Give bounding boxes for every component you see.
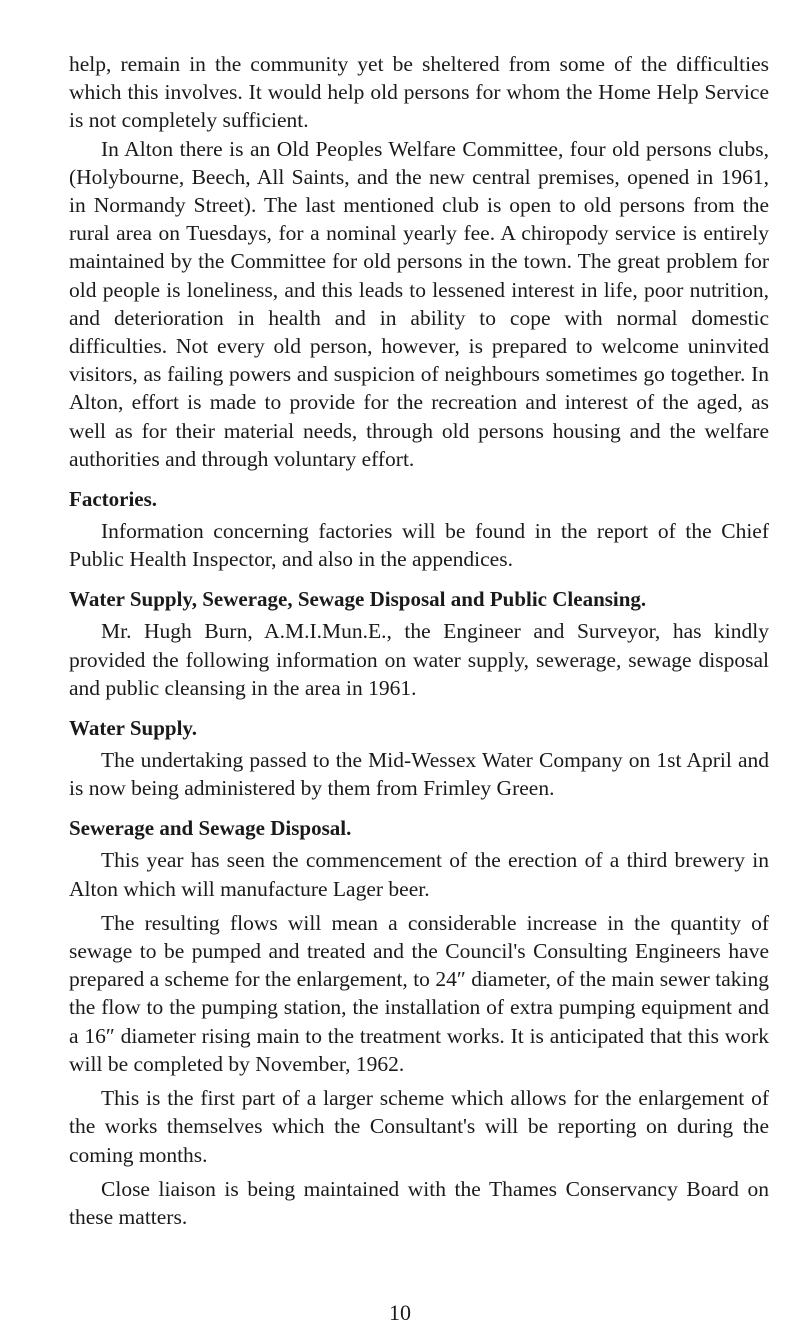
paragraph-factories: Information concerning factories will be found in the report of the Chief Public Health Inspector, and also in the appendices. (69, 519, 769, 572)
paragraph-larger-scheme: This is the first part of a larger scheme which allows for the enlargement of the works themselves which the Consultant's will be reporting on during the coming months. (69, 1086, 769, 1167)
document-page (69, 50, 769, 1231)
paragraph-thames-conservancy: Close liaison is being maintained with the Thames Conservancy Board on these matters. (69, 1176, 769, 1229)
paragraph-water-supply: The undertaking passed to the Mid-Wessex Water Company on 1st April and is now being administered by them from Frimley Green. (69, 748, 769, 801)
heading-water-supply: Water Supply. (69, 716, 197, 741)
heading-water-sewerage-cleansing: Water Supply, Sewerage, Sewage Disposal and Public Cleansing. (69, 587, 647, 612)
paragraph-home-help: help, remain in the community yet be sheltered from some of the difficulties which this involves. It would help old persons for whom the Home Help Service is not completely sufficient. (69, 52, 769, 133)
paragraph-engineer-information: Mr. Hugh Burn, A.M.I.Mun.E., the Engineer and Surveyor, has kindly provided the following information on water supply, sewerage, sewage disposal and public cleansing in the area in 1961. (69, 619, 769, 700)
paragraph-resulting-flows: The resulting flows will mean a considerable increase in the quantity of sewage to be pumped and treated and the Council's Consulting Engineers have prepared a scheme for the enlargement, to 24″ diameter, of the main sewer taking the flow to the pumping station, the installation of extra pumping equipment and a 16″ diameter rising main to the treatment works. It is anticipated that this work will be completed by November, 1962. (69, 910, 769, 1076)
heading-factories: Factories. (69, 487, 158, 512)
paragraph-brewery: This year has seen the commencement of the erection of a third brewery in Alton which will manufacture Lager beer. (69, 848, 769, 901)
paragraph-old-peoples-welfare: In Alton there is an Old Peoples Welfare Committee, four old persons clubs,(Holybourne, Beech, All Saints, and the new central premises, opened in 1961, in Normandy Street). The last mentioned club is open to old persons from the rural area on Tuesdays, for a nominal yearly fee. A chiropody service is entirely maintained by the Committee for old persons in the town. The great problem for old people is loneliness, and this leads to lessened interest in life, poor nutrition, and deterioration in health and in ability to cope with normal domestic difficulties. Not every old person, however, is prepared to welcome uninvited visitors, as failing powers and suspicion of neighbours sometimes go together. In Alton, effort is made to provide for the recreation and interest of the aged, as well as for their material needs, through old persons housing and the welfare authorities and through voluntary effort. (69, 136, 769, 471)
page-number: 10 (389, 1300, 411, 1325)
heading-sewerage-disposal: Sewerage and Sewage Disposal. (69, 816, 352, 841)
